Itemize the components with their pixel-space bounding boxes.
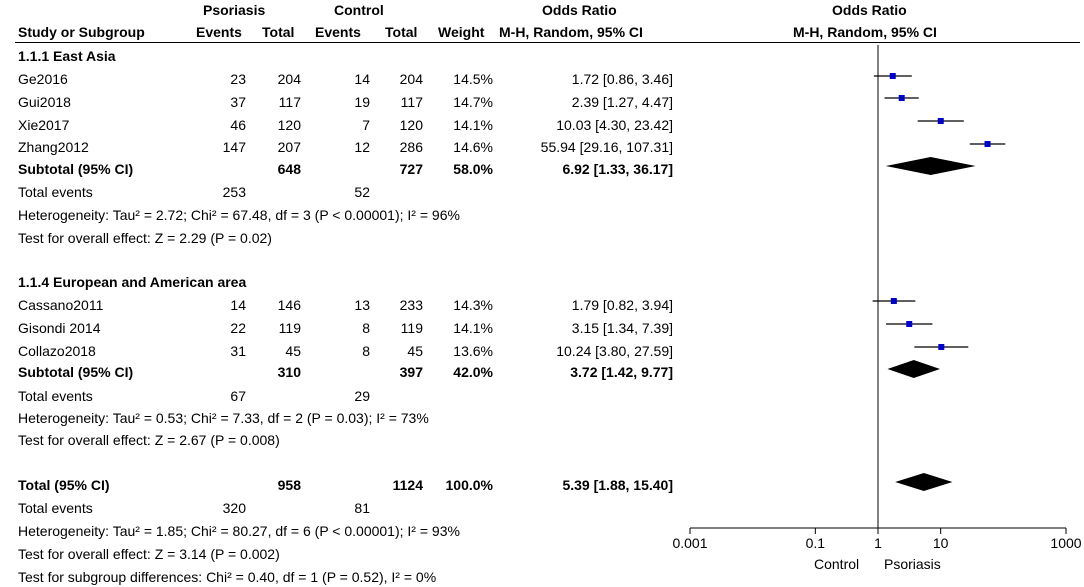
heterogeneity-text: Heterogeneity: Tau² = 2.72; Chi² = 67.48, df = 3 (P < 0.00001); I² = 96% xyxy=(18,207,460,223)
total2-cell: 45 xyxy=(407,343,423,359)
weight-header: Weight xyxy=(438,24,485,40)
events2-cell: 8 xyxy=(362,343,370,359)
study-name: Ge2016 xyxy=(18,71,68,87)
total-events2: 81 xyxy=(354,500,370,516)
total-or-ci: 5.39 [1.88, 15.40] xyxy=(562,477,673,493)
total1-cell: 119 xyxy=(278,320,301,336)
events1-cell: 147 xyxy=(222,139,246,155)
total-events1: 253 xyxy=(222,184,246,200)
total-events2: 52 xyxy=(354,184,370,200)
or-ci-cell: 1.79 [0.82, 3.94] xyxy=(571,297,673,313)
study-name: Cassano2011 xyxy=(18,297,104,313)
total-total1: 958 xyxy=(277,477,301,493)
weight-cell: 14.1% xyxy=(453,117,493,133)
total2-cell: 286 xyxy=(399,139,423,155)
overall-effect-text: Test for overall effect: Z = 2.67 (P = 0.008) xyxy=(18,432,280,448)
x-tick-label: 0.001 xyxy=(672,535,708,551)
total1-cell: 207 xyxy=(277,139,301,155)
or-ci-cell: 3.15 [1.34, 7.39] xyxy=(571,320,673,336)
study-or-marker xyxy=(938,344,944,350)
weight-cell: 14.3% xyxy=(453,297,493,313)
subgroup-title: 1.1.4 European and American area xyxy=(18,274,247,290)
subtotal-weight: 42.0% xyxy=(453,364,493,380)
pooled-diamond xyxy=(888,360,940,378)
study-name: Collazo2018 xyxy=(18,343,96,359)
study-name: Zhang2012 xyxy=(18,139,89,155)
events1-cell: 22 xyxy=(230,320,246,336)
subgroup-differences-text: Test for subgroup differences: Chi² = 0.40, df = 1 (P = 0.52), I² = 0% xyxy=(18,569,437,585)
weight-cell: 14.7% xyxy=(453,94,493,110)
total-events-label: Total events xyxy=(18,184,93,200)
overall-effect-text: Test for overall effect: Z = 2.29 (P = 0.02) xyxy=(18,230,272,246)
axis-right-label: Psoriasis xyxy=(884,556,941,572)
study-name: Gisondi 2014 xyxy=(18,320,101,336)
heterogeneity-text: Heterogeneity: Tau² = 0.53; Chi² = 7.33, df = 2 (P = 0.03); I² = 73% xyxy=(18,410,429,426)
x-tick-label: 1000 xyxy=(1050,535,1082,551)
total2-cell: 117 xyxy=(400,94,423,110)
subgroup-title: 1.1.1 East Asia xyxy=(18,48,116,64)
study-or-marker xyxy=(985,141,991,147)
group2-header: Control xyxy=(334,2,384,18)
weight-cell: 14.6% xyxy=(453,139,493,155)
group1-header: Psoriasis xyxy=(203,2,266,18)
total2-cell: 233 xyxy=(399,297,423,313)
axis-left-label: Control xyxy=(814,556,860,572)
total2-header: Total xyxy=(385,24,418,40)
x-tick-label: 1 xyxy=(874,535,882,551)
or-title-header: Odds Ratio xyxy=(542,2,617,18)
study-or-marker xyxy=(891,298,897,304)
study-or-marker xyxy=(906,321,912,327)
events1-header: Events xyxy=(196,24,242,40)
subtotal-label: Subtotal (95% CI) xyxy=(18,364,134,380)
heterogeneity-text: Heterogeneity: Tau² = 1.85; Chi² = 80.27, df = 6 (P < 0.00001); I² = 93% xyxy=(18,523,460,539)
study-name: Xie2017 xyxy=(18,117,70,133)
study-or-marker xyxy=(899,95,905,101)
subtotal-total2: 397 xyxy=(399,364,423,380)
subtotal-or-ci: 6.92 [1.33, 36.17] xyxy=(562,161,673,177)
events2-cell: 13 xyxy=(354,297,370,313)
or-ci-cell: 10.03 [4.30, 23.42] xyxy=(556,117,673,133)
subtotal-label: Subtotal (95% CI) xyxy=(18,161,134,177)
total-total2: 1124 xyxy=(392,477,423,493)
or-ci-cell: 10.24 [3.80, 27.59] xyxy=(556,343,673,359)
study-column-header: Study or Subgroup xyxy=(18,24,145,40)
events2-cell: 19 xyxy=(354,94,370,110)
overall-effect-text: Test for overall effect: Z = 3.14 (P = 0.002) xyxy=(18,546,280,562)
or-method-header: M-H, Random, 95% CI xyxy=(499,24,643,40)
or-ci-cell: 2.39 [1.27, 4.47] xyxy=(571,94,673,110)
weight-cell: 14.5% xyxy=(453,71,493,87)
total2-cell: 204 xyxy=(399,71,423,87)
subtotal-total1: 648 xyxy=(277,161,301,177)
total1-cell: 204 xyxy=(277,71,301,87)
plot-title-header: Odds Ratio xyxy=(832,2,907,18)
study-name: Gui2018 xyxy=(18,94,71,110)
weight-cell: 13.6% xyxy=(453,343,493,359)
total1-cell: 120 xyxy=(277,117,301,133)
total1-cell: 146 xyxy=(277,297,301,313)
total-events-label: Total events xyxy=(18,500,93,516)
events2-cell: 12 xyxy=(354,139,370,155)
events1-cell: 37 xyxy=(230,94,246,110)
subtotal-total1: 310 xyxy=(277,364,301,380)
events1-cell: 31 xyxy=(230,343,246,359)
x-tick-label: 10 xyxy=(932,535,949,551)
events1-cell: 23 xyxy=(230,71,246,87)
total-events2: 29 xyxy=(354,388,370,404)
total1-header: Total xyxy=(262,24,295,40)
or-ci-cell: 1.72 [0.86, 3.46] xyxy=(571,71,673,87)
pooled-diamond xyxy=(886,157,976,175)
total2-cell: 119 xyxy=(400,320,423,336)
total-label: Total (95% CI) xyxy=(18,477,110,493)
subtotal-weight: 58.0% xyxy=(453,161,493,177)
total1-cell: 117 xyxy=(278,94,301,110)
study-or-marker xyxy=(890,73,896,79)
total2-cell: 120 xyxy=(399,117,423,133)
subtotal-total2: 727 xyxy=(399,161,423,177)
pooled-diamond xyxy=(895,473,952,491)
total-weight: 100.0% xyxy=(445,477,493,493)
subtotal-or-ci: 3.72 [1.42, 9.77] xyxy=(570,364,673,380)
events1-cell: 46 xyxy=(230,117,246,133)
x-tick-label: 0.1 xyxy=(805,535,826,551)
events2-cell: 7 xyxy=(362,117,370,133)
events2-cell: 8 xyxy=(362,320,370,336)
total-events1: 320 xyxy=(222,500,246,516)
or-ci-cell: 55.94 [29.16, 107.31] xyxy=(540,139,673,155)
weight-cell: 14.1% xyxy=(453,320,493,336)
total-events1: 67 xyxy=(230,388,246,404)
total-events-label: Total events xyxy=(18,388,93,404)
events2-cell: 14 xyxy=(354,71,370,87)
total1-cell: 45 xyxy=(285,343,301,359)
events2-header: Events xyxy=(315,24,361,40)
events1-cell: 14 xyxy=(230,297,246,313)
plot-method-header: M-H, Random, 95% CI xyxy=(793,24,937,40)
study-or-marker xyxy=(938,118,944,124)
